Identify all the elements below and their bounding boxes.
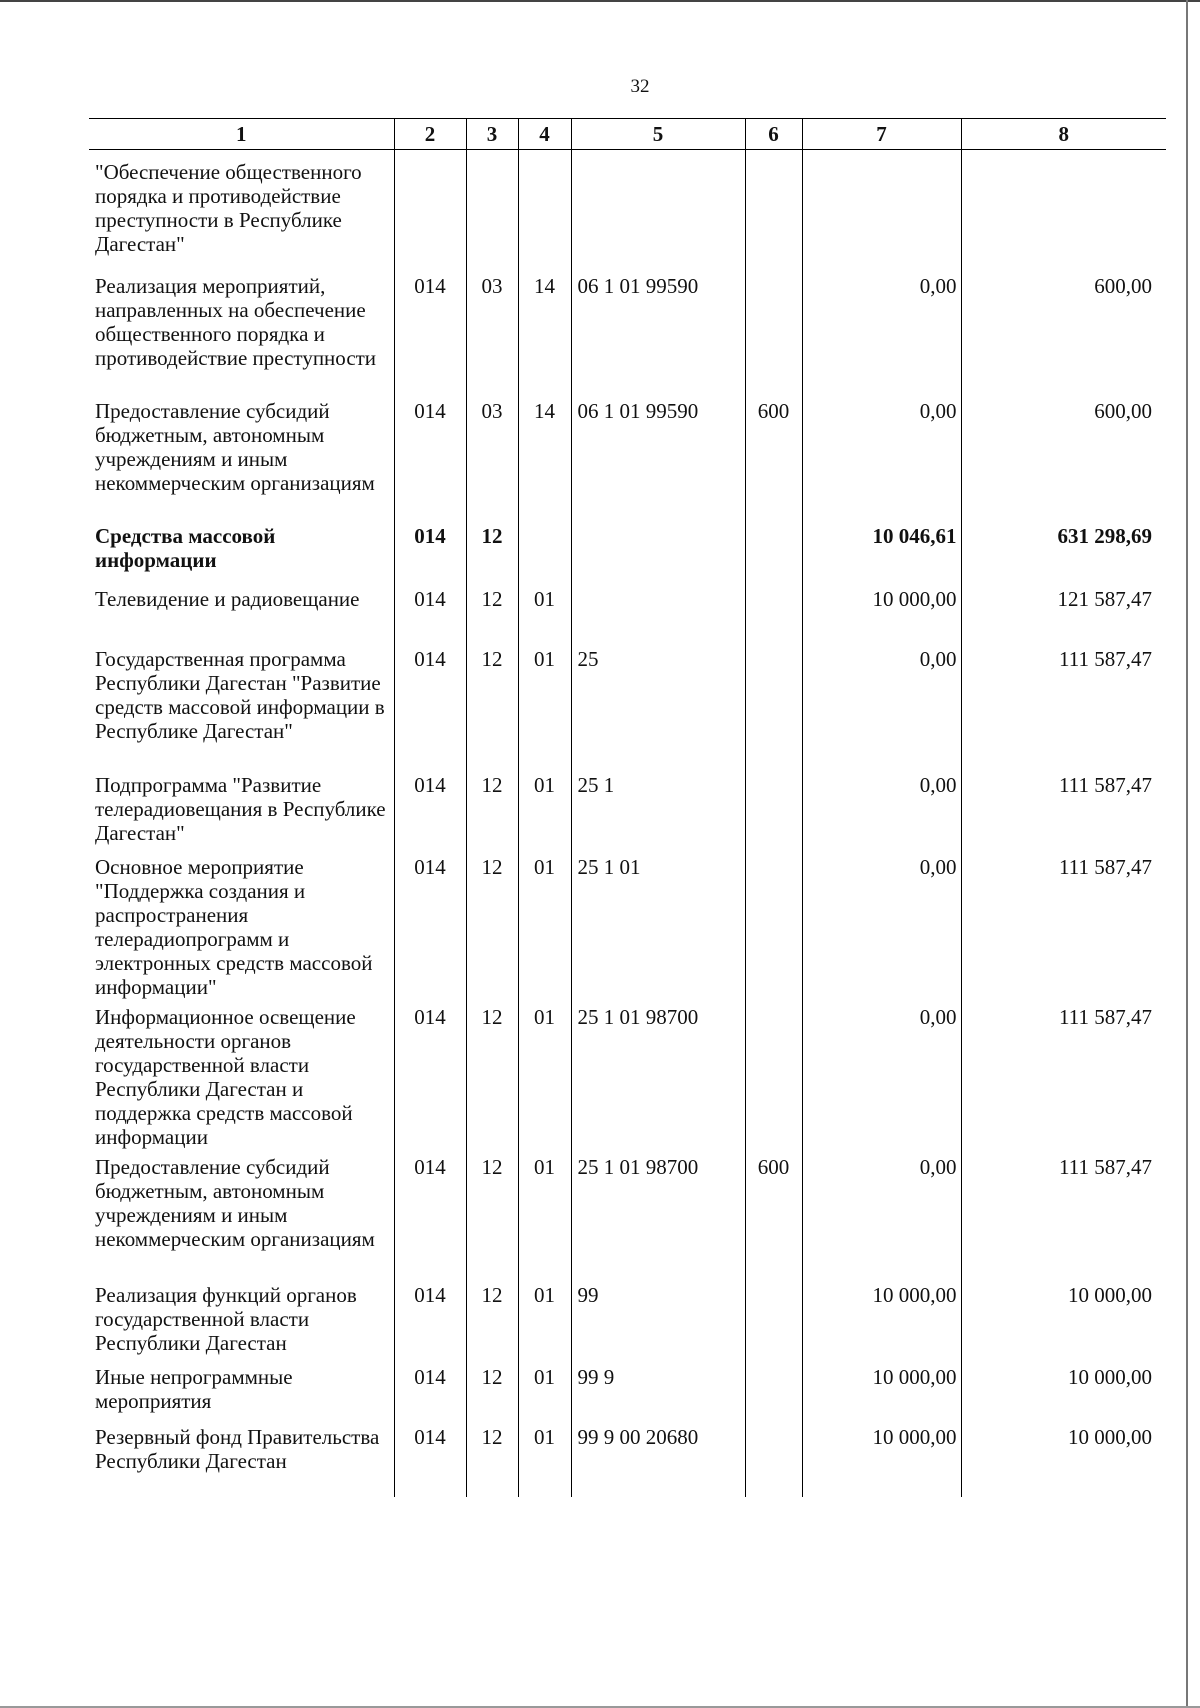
cell-amount-7 xyxy=(802,268,961,393)
cell-target-article xyxy=(571,393,745,518)
cell-admin-code xyxy=(394,1277,466,1359)
cell-target-article-text: 06 1 01 99590 xyxy=(577,274,699,298)
cell-subsection-text: 14 xyxy=(534,274,555,298)
cell-expense-type xyxy=(745,1359,802,1419)
column-header: 2 xyxy=(394,119,466,150)
row-name xyxy=(89,268,394,393)
cell-section-text: 12 xyxy=(481,587,503,611)
cell-subsection-text: 14 xyxy=(534,399,555,423)
cell-expense-type-text: 600 xyxy=(757,1155,790,1179)
cell-admin-code-text: 014 xyxy=(414,1283,446,1307)
cell-admin-code xyxy=(394,641,466,767)
cell-amount-8 xyxy=(961,393,1166,518)
cell-amount-7 xyxy=(802,393,961,518)
cell-subsection-text: 01 xyxy=(534,1283,555,1307)
column-header: 8 xyxy=(961,119,1166,150)
cell-amount-7-text xyxy=(803,150,957,160)
cell-admin-code xyxy=(394,999,466,1149)
cell-admin-code-text: 014 xyxy=(414,274,446,298)
row-name-text: Иные непрограммные мероприятия xyxy=(95,1365,293,1413)
cell-admin-code xyxy=(394,393,466,518)
cell-admin-code xyxy=(394,767,466,849)
cell-amount-7 xyxy=(802,518,961,581)
column-header: 4 xyxy=(518,119,571,150)
cell-section-text xyxy=(467,150,518,160)
table-row xyxy=(89,518,1166,581)
cell-section-text: 12 xyxy=(481,1365,503,1389)
cell-target-article-text: 99 9 xyxy=(577,1365,615,1389)
cell-expense-type xyxy=(745,150,802,269)
cell-section xyxy=(466,393,518,518)
cell-expense-type xyxy=(745,268,802,393)
table-row xyxy=(89,641,1166,767)
cell-amount-7 xyxy=(802,1277,961,1359)
cell-amount-7-text: 0,00 xyxy=(919,773,957,797)
table-body xyxy=(89,150,1166,1498)
cell-expense-type-text xyxy=(746,767,802,773)
row-name xyxy=(89,581,394,641)
cell-expense-type xyxy=(745,1277,802,1359)
cell-section xyxy=(466,849,518,999)
cell-expense-type xyxy=(745,999,802,1149)
cell-subsection xyxy=(518,999,571,1149)
cell-amount-8-text: 111 587,47 xyxy=(1059,1005,1152,1029)
cell-section-text: 12 xyxy=(481,1283,503,1307)
cell-target-article xyxy=(571,1149,745,1277)
row-name-text: "Обеспечение общественного порядка и противодействие преступности в Республике Дагестан" xyxy=(95,160,362,256)
cell-amount-8-text: 121 587,47 xyxy=(1057,587,1152,611)
cell-amount-7-text: 10 000,00 xyxy=(872,587,957,611)
cell-amount-8-text: 10 000,00 xyxy=(1068,1365,1152,1389)
cell-subsection xyxy=(518,393,571,518)
table-row xyxy=(89,999,1166,1149)
cell-amount-8-text xyxy=(962,150,1153,160)
row-name-text: Основное мероприятие "Поддержка создания и распространения телерадиопрограмм и электронных средств массовой информации" xyxy=(95,855,373,999)
cell-admin-code-text: 014 xyxy=(414,1155,446,1179)
cell-target-article-text: 06 1 01 99590 xyxy=(577,399,699,423)
cell-subsection-text xyxy=(519,150,571,160)
cell-amount-8-text: 111 587,47 xyxy=(1059,647,1152,671)
cell-expense-type-text xyxy=(746,1419,802,1425)
cell-section xyxy=(466,999,518,1149)
table-row xyxy=(89,767,1166,849)
cell-amount-7 xyxy=(802,1419,961,1497)
cell-amount-8 xyxy=(961,849,1166,999)
column-header: 5 xyxy=(571,119,745,150)
cell-subsection xyxy=(518,641,571,767)
cell-subsection xyxy=(518,581,571,641)
cell-subsection xyxy=(518,268,571,393)
cell-target-article xyxy=(571,518,745,581)
cell-expense-type xyxy=(745,1149,802,1277)
cell-amount-8-text: 111 587,47 xyxy=(1059,855,1152,879)
row-name-text: Подпрограмма "Развитие телерадиовещания в Республике Дагестан" xyxy=(95,773,386,845)
cell-amount-8 xyxy=(961,1149,1166,1277)
cell-subsection-text: 01 xyxy=(534,773,555,797)
cell-amount-8 xyxy=(961,641,1166,767)
cell-admin-code-text: 014 xyxy=(414,773,446,797)
cell-subsection-text: 01 xyxy=(534,647,555,671)
table-row xyxy=(89,849,1166,999)
cell-target-article-text: 99 xyxy=(577,1283,599,1307)
row-name-text: Средства массовой информации xyxy=(95,524,276,572)
page-number: 32 xyxy=(630,76,650,97)
cell-amount-8 xyxy=(961,767,1166,849)
table-header-row xyxy=(89,119,1166,150)
row-name xyxy=(89,393,394,518)
cell-amount-8-text: 10 000,00 xyxy=(1068,1425,1152,1449)
cell-expense-type-text xyxy=(746,150,802,160)
table-row xyxy=(89,268,1166,393)
cell-target-article-text: 99 9 00 20680 xyxy=(577,1425,699,1449)
cell-admin-code xyxy=(394,1149,466,1277)
row-name xyxy=(89,641,394,767)
cell-section xyxy=(466,767,518,849)
cell-amount-8-text: 111 587,47 xyxy=(1059,1155,1152,1179)
cell-subsection xyxy=(518,1277,571,1359)
cell-amount-8 xyxy=(961,1419,1166,1497)
cell-target-article xyxy=(571,849,745,999)
column-header: 6 xyxy=(745,119,802,150)
cell-section-text: 12 xyxy=(481,1425,503,1449)
cell-admin-code xyxy=(394,1359,466,1419)
row-name-text: Телевидение и радиовещание xyxy=(95,587,360,611)
row-name xyxy=(89,518,394,581)
cell-subsection-text: 01 xyxy=(534,1005,555,1029)
cell-expense-type-text xyxy=(746,581,802,587)
cell-section xyxy=(466,150,518,269)
cell-admin-code xyxy=(394,518,466,581)
cell-admin-code-text xyxy=(395,150,466,160)
cell-expense-type xyxy=(745,581,802,641)
cell-amount-7 xyxy=(802,1149,961,1277)
cell-admin-code xyxy=(394,268,466,393)
cell-section xyxy=(466,1277,518,1359)
row-name-text: Реализация функций органов государственной власти Республики Дагестан xyxy=(95,1283,357,1355)
table-row xyxy=(89,1419,1166,1497)
cell-subsection xyxy=(518,1359,571,1419)
cell-admin-code-text: 014 xyxy=(414,855,446,879)
row-name xyxy=(89,999,394,1149)
cell-section-text: 12 xyxy=(481,1005,503,1029)
cell-admin-code xyxy=(394,849,466,999)
cell-section-text: 12 xyxy=(481,647,503,671)
cell-amount-7-text: 0,00 xyxy=(919,399,957,423)
cell-amount-7 xyxy=(802,150,961,269)
cell-amount-8 xyxy=(961,1359,1166,1419)
cell-admin-code-text: 014 xyxy=(414,1005,446,1029)
cell-expense-type xyxy=(745,1419,802,1497)
cell-amount-8-text: 111 587,47 xyxy=(1059,773,1152,797)
cell-amount-8-text: 10 000,00 xyxy=(1068,1283,1152,1307)
table-row xyxy=(89,150,1166,269)
cell-expense-type xyxy=(745,767,802,849)
row-name xyxy=(89,849,394,999)
cell-section xyxy=(466,641,518,767)
cell-admin-code-text: 014 xyxy=(414,647,446,671)
cell-admin-code-text: 014 xyxy=(414,1425,446,1449)
cell-section xyxy=(466,1419,518,1497)
cell-section xyxy=(466,1359,518,1419)
row-name xyxy=(89,150,394,269)
cell-amount-7 xyxy=(802,999,961,1149)
cell-expense-type xyxy=(745,849,802,999)
cell-target-article xyxy=(571,150,745,269)
cell-expense-type-text xyxy=(746,518,802,524)
cell-amount-7 xyxy=(802,641,961,767)
cell-amount-7 xyxy=(802,1359,961,1419)
row-name xyxy=(89,1359,394,1419)
row-name xyxy=(89,1277,394,1359)
cell-amount-7-text: 10 000,00 xyxy=(872,1425,957,1449)
cell-target-article xyxy=(571,767,745,849)
cell-amount-8 xyxy=(961,1277,1166,1359)
cell-admin-code xyxy=(394,581,466,641)
cell-target-article xyxy=(571,641,745,767)
cell-target-article-text: 25 1 xyxy=(577,773,615,797)
cell-subsection xyxy=(518,767,571,849)
cell-subsection xyxy=(518,849,571,999)
row-name-text: Информационное освещение деятельности органов государственной власти Республики Дагестан и поддержка средств массовой информации xyxy=(95,1005,356,1149)
cell-admin-code-text: 014 xyxy=(414,399,446,423)
cell-subsection-text: 01 xyxy=(534,855,555,879)
cell-expense-type-text: 600 xyxy=(757,399,790,423)
cell-section-text: 12 xyxy=(481,773,503,797)
cell-amount-7-text: 10 000,00 xyxy=(872,1283,957,1307)
cell-subsection-text: 01 xyxy=(534,1365,555,1389)
cell-expense-type xyxy=(745,641,802,767)
cell-section xyxy=(466,518,518,581)
cell-amount-7 xyxy=(802,849,961,999)
cell-target-article-text: 25 1 01 98700 xyxy=(577,1155,699,1179)
column-header: 3 xyxy=(466,119,518,150)
cell-section-text: 12 xyxy=(481,855,503,879)
cell-amount-7-text: 10 000,00 xyxy=(872,1365,957,1389)
cell-section xyxy=(466,1149,518,1277)
cell-subsection xyxy=(518,150,571,269)
table-row xyxy=(89,1149,1166,1277)
table-row xyxy=(89,393,1166,518)
cell-amount-7-text: 0,00 xyxy=(919,647,957,671)
cell-amount-8 xyxy=(961,999,1166,1149)
cell-section-text: 12 xyxy=(481,524,503,548)
row-name-text: Предоставление субсидий бюджетным, автономным учреждениям и иным некоммерческим организациям xyxy=(95,1155,375,1251)
cell-section-text: 03 xyxy=(481,274,503,298)
cell-target-article-text: 25 1 01 98700 xyxy=(577,1005,699,1029)
cell-expense-type-text xyxy=(746,1359,802,1365)
cell-target-article-text xyxy=(578,581,745,587)
row-name-text: Реализация мероприятий, направленных на обеспечение общественного порядка и противодействие преступности xyxy=(95,274,377,370)
cell-amount-8 xyxy=(961,581,1166,641)
cell-admin-code xyxy=(394,1419,466,1497)
cell-amount-7 xyxy=(802,767,961,849)
cell-subsection xyxy=(518,518,571,581)
table-row xyxy=(89,581,1166,641)
cell-amount-7-text: 0,00 xyxy=(919,855,957,879)
row-name-text: Предоставление субсидий бюджетным, автономным учреждениям и иным некоммерческим организациям xyxy=(95,399,375,495)
cell-expense-type-text xyxy=(746,999,802,1005)
cell-amount-8-text: 600,00 xyxy=(1094,274,1152,298)
budget-table xyxy=(89,118,1166,1497)
cell-target-article xyxy=(571,999,745,1149)
cell-amount-7 xyxy=(802,581,961,641)
cell-target-article xyxy=(571,1419,745,1497)
column-header: 7 xyxy=(802,119,961,150)
cell-amount-7-text: 0,00 xyxy=(919,1005,957,1029)
cell-section-text: 03 xyxy=(481,399,503,423)
cell-target-article-text xyxy=(578,518,745,524)
cell-section-text: 12 xyxy=(481,1155,503,1179)
cell-amount-8 xyxy=(961,518,1166,581)
cell-target-article-text xyxy=(578,150,745,160)
scan-right-edge xyxy=(1186,0,1188,1708)
table-row xyxy=(89,1359,1166,1419)
cell-amount-8-text: 631 298,69 xyxy=(1057,524,1152,548)
cell-subsection-text xyxy=(519,518,571,524)
cell-subsection xyxy=(518,1419,571,1497)
row-name xyxy=(89,1149,394,1277)
cell-target-article xyxy=(571,581,745,641)
row-name-text: Резервный фонд Правительства Республики Дагестан xyxy=(95,1425,380,1473)
cell-target-article-text: 25 xyxy=(577,647,599,671)
cell-section xyxy=(466,581,518,641)
cell-expense-type-text xyxy=(746,1277,802,1283)
cell-expense-type xyxy=(745,393,802,518)
cell-expense-type xyxy=(745,518,802,581)
cell-expense-type-text xyxy=(746,268,802,274)
cell-section xyxy=(466,268,518,393)
cell-amount-8-text: 600,00 xyxy=(1094,399,1152,423)
cell-amount-8 xyxy=(961,268,1166,393)
cell-subsection-text: 01 xyxy=(534,1425,555,1449)
table-row xyxy=(89,1277,1166,1359)
cell-admin-code xyxy=(394,150,466,269)
row-name xyxy=(89,767,394,849)
cell-amount-7-text: 10 046,61 xyxy=(872,524,957,548)
cell-amount-7-text: 0,00 xyxy=(919,1155,957,1179)
cell-amount-7-text: 0,00 xyxy=(919,274,957,298)
cell-target-article xyxy=(571,268,745,393)
cell-subsection xyxy=(518,1149,571,1277)
cell-subsection-text: 01 xyxy=(534,587,555,611)
row-name xyxy=(89,1419,394,1497)
cell-admin-code-text: 014 xyxy=(414,1365,446,1389)
scan-top-edge xyxy=(0,0,1200,2)
cell-target-article xyxy=(571,1277,745,1359)
row-name-text: Государственная программа Республики Дагестан "Развитие средств массовой информации в Республике Дагестан" xyxy=(95,647,385,743)
cell-admin-code-text: 014 xyxy=(414,524,446,548)
cell-expense-type-text xyxy=(746,849,802,855)
cell-target-article-text: 25 1 01 xyxy=(577,855,641,879)
column-header: 1 xyxy=(89,119,394,150)
cell-expense-type-text xyxy=(746,641,802,647)
cell-admin-code-text: 014 xyxy=(414,587,446,611)
cell-target-article xyxy=(571,1359,745,1419)
cell-amount-8 xyxy=(961,150,1166,269)
cell-subsection-text: 01 xyxy=(534,1155,555,1179)
